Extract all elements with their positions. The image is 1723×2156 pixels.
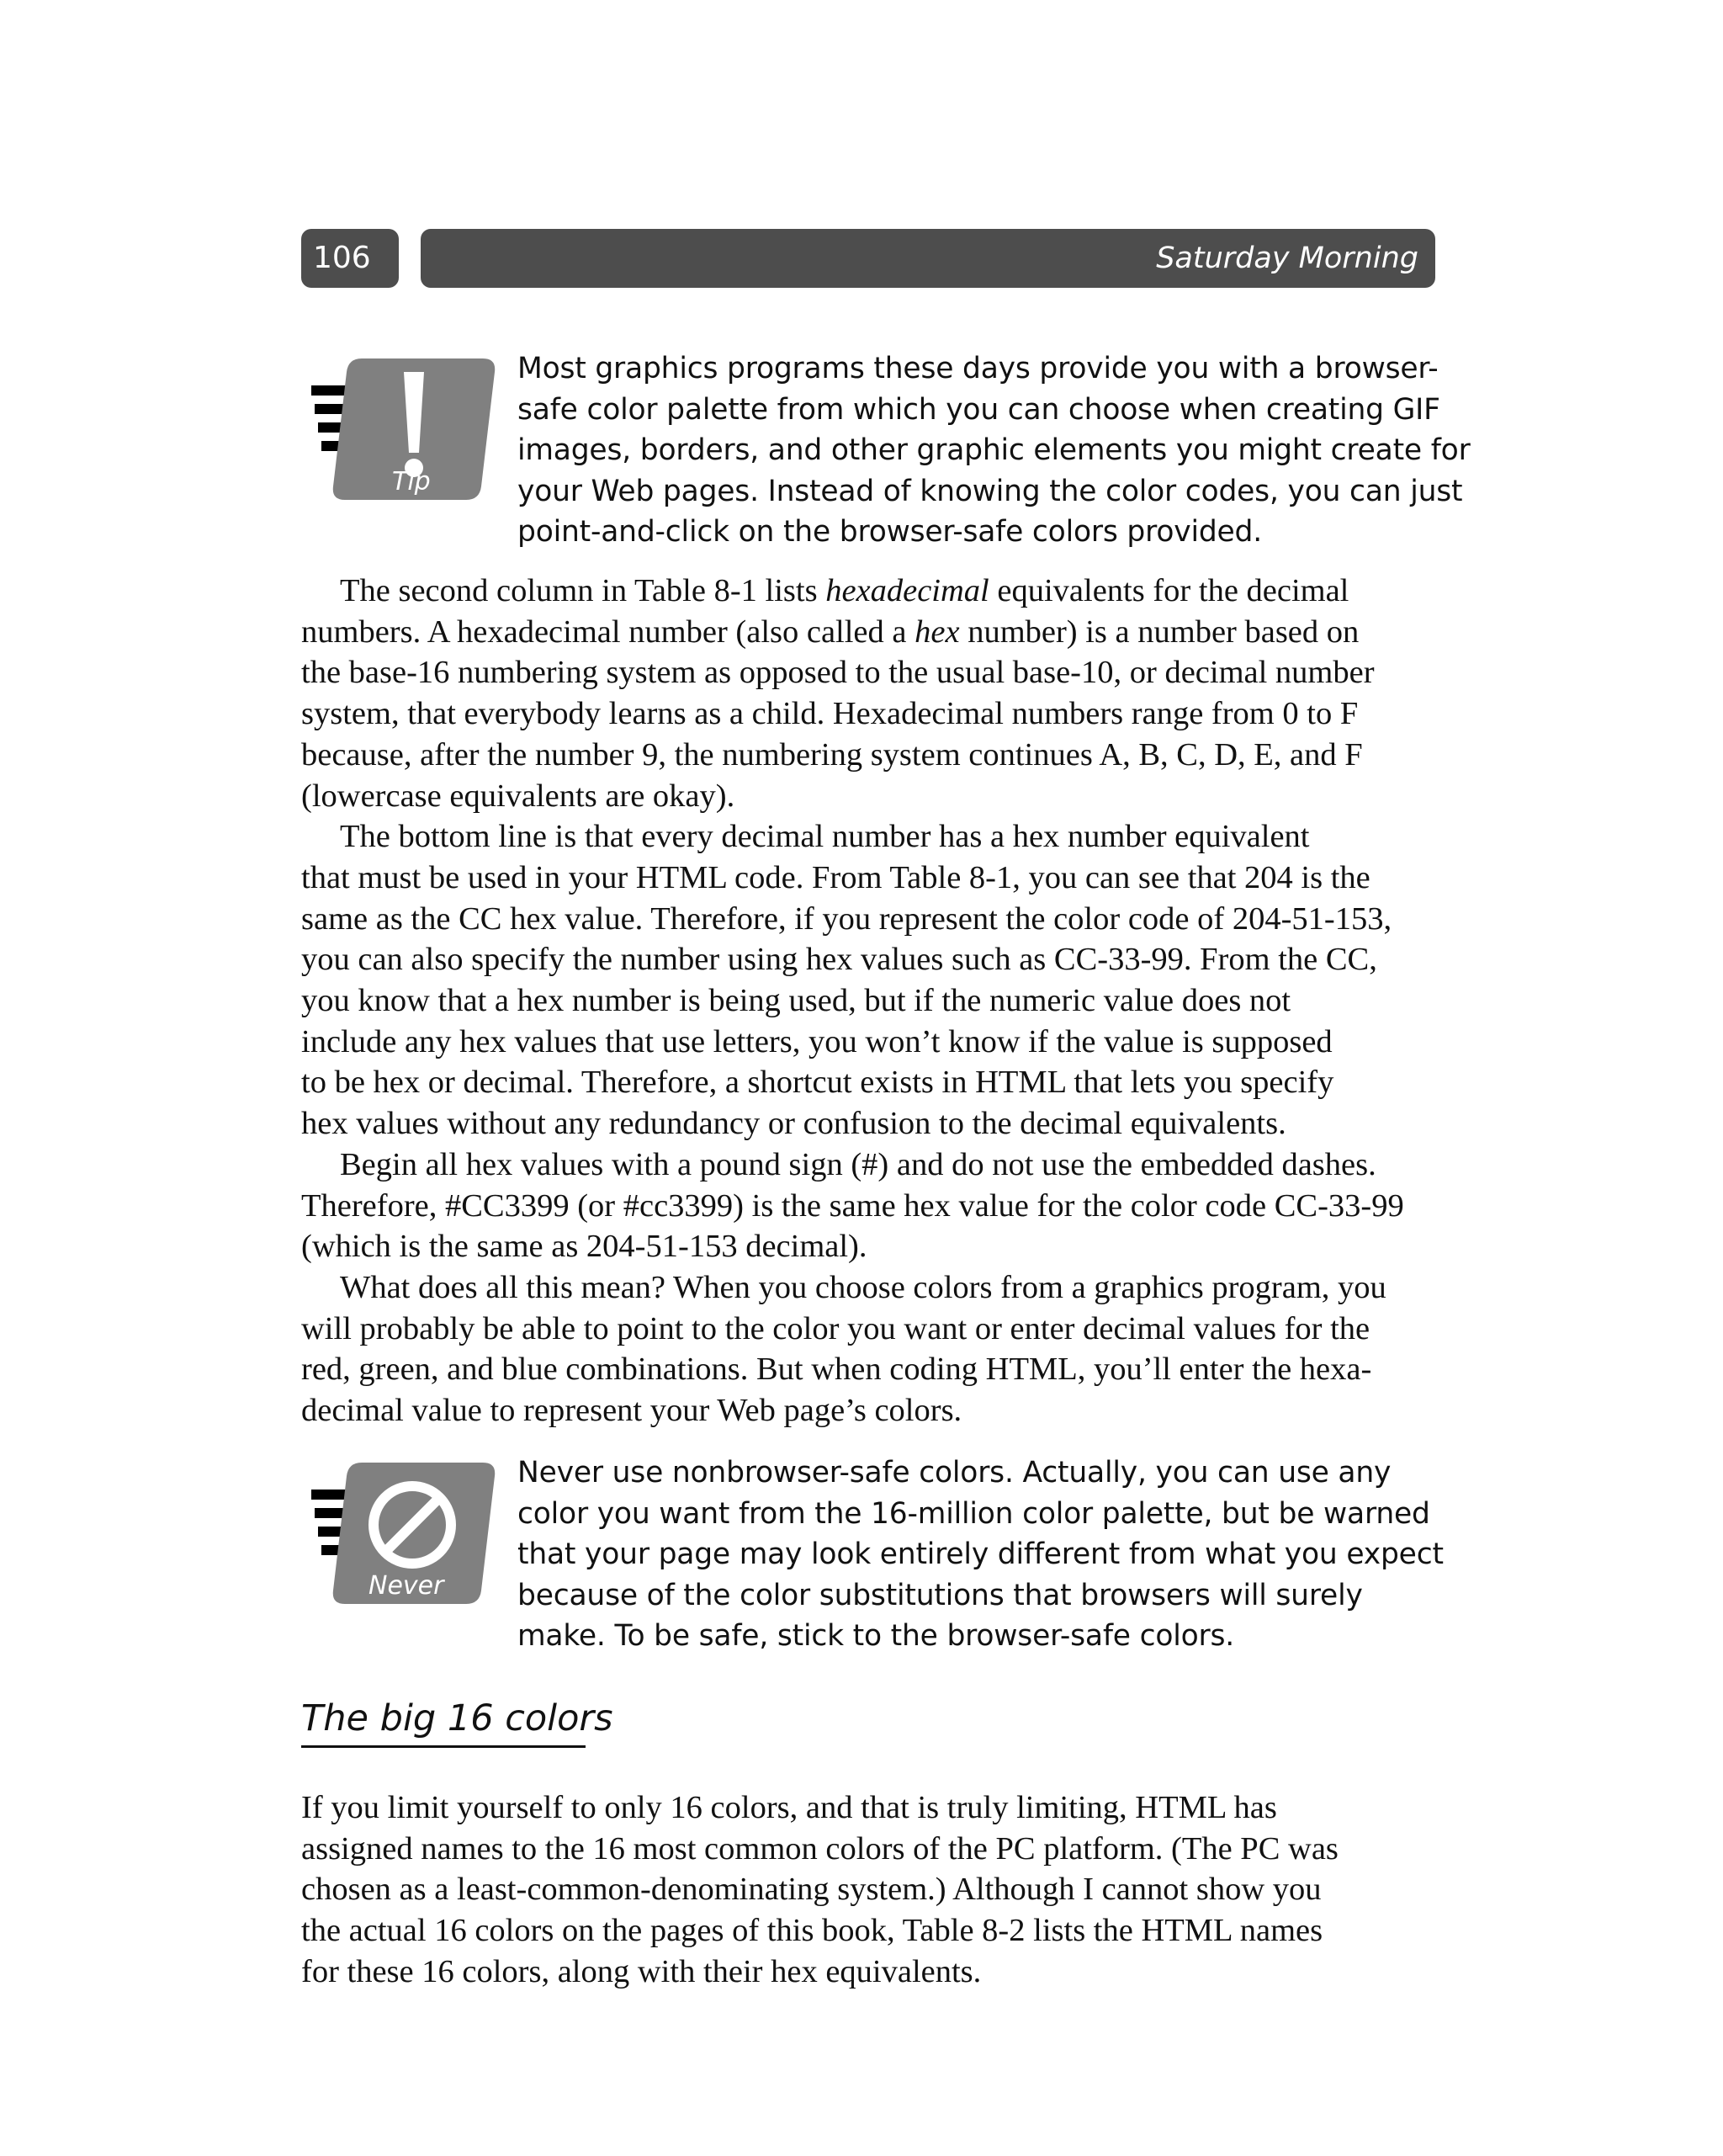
paragraph-line: numbers. A hexadecimal number (also called a hex number) is a number based on: [301, 613, 1360, 650]
never-note: [517, 1452, 1443, 1657]
tip-note: [517, 348, 1471, 553]
paragraph-line: decimal value to represent your Web page’s colors.: [301, 1393, 962, 1429]
paragraph-line: the actual 16 colors on the pages of this book, Table 8-2 lists the HTML names: [301, 1913, 1323, 1949]
paragraph-line: you can also specify the number using hex values such as CC-33-99. From the CC,: [301, 942, 1377, 978]
tip-line: safe color palette from which you can choose when creating GIF: [517, 392, 1440, 427]
paragraph-line: will probably be able to point to the color you want or enter decimal values for the: [301, 1310, 1370, 1346]
paragraph-line: system, that everybody learns as a child. Hexadecimal numbers range from 0 to F: [301, 696, 1359, 732]
emphasis: hexadecimal: [825, 573, 989, 608]
tip-line: images, borders, and other graphic elements you might create for: [517, 433, 1471, 467]
paragraph-line: (which is the same as 204-51-153 decimal).: [301, 1229, 867, 1265]
paragraph-line: Therefore, #CC3399 (or #cc3399) is the same hex value for the color code CC-33-99: [301, 1187, 1404, 1224]
paragraph-line: (lowercase equivalents are okay).: [301, 778, 735, 814]
heading-underline: [301, 1745, 586, 1748]
paragraph-line: that must be used in your HTML code. From Table 8-1, you can see that 204 is the: [301, 859, 1370, 895]
paragraph-line: for these 16 colors, along with their hex equivalents.: [301, 1953, 982, 1989]
never-label: Never: [368, 1571, 444, 1601]
tip-line: point-and-click on the browser-safe colors provided.: [517, 515, 1263, 549]
paragraph-line: include any hex values that use letters, you won’t know if the value is supposed: [301, 1023, 1333, 1059]
paragraph-line: same as the CC hex value. Therefore, if you represent the color code of 204-51-153,: [301, 900, 1392, 937]
tip-line: Most graphics programs these days provide you with a browser-: [517, 352, 1439, 385]
paragraph-line: chosen as a least-common-denominating system.) Although I cannot show you: [301, 1872, 1322, 1908]
paragraph-line: assigned names to the 16 most common colors of the PC platform. (The PC was: [301, 1830, 1339, 1867]
paragraph-line: the base-16 numbering system as opposed to the usual base-10, or decimal number: [301, 655, 1375, 691]
tip-label: Tip: [392, 467, 431, 497]
never-line: because of the color substitutions that browsers will surely: [517, 1578, 1363, 1612]
paragraph-line: hex values without any redundancy or confusion to the decimal equivalents.: [301, 1106, 1286, 1142]
never-line: Never use nonbrowser-safe colors. Actually, you can use any: [517, 1456, 1392, 1490]
section-heading: The big 16 colors: [301, 1697, 613, 1739]
paragraph-line: you know that a hex number is being used, but if the numeric value does not: [301, 983, 1291, 1019]
paragraph-line: Begin all hex values with a pound sign (#) and do not use the embedded dashes.: [340, 1146, 1376, 1182]
never-line: that your page may look entirely different from what you expect: [517, 1537, 1444, 1571]
emphasis: hex: [915, 613, 960, 650]
paragraph-line: What does all this mean? When you choose colors from a graphics program, you: [340, 1269, 1386, 1305]
running-header: Saturday Morning: [421, 229, 1435, 288]
paragraph-line: because, after the number 9, the numbering system continues A, B, C, D, E, and F: [301, 736, 1363, 773]
paragraph-line: to be hex or decimal. Therefore, a shortcut exists in HTML that lets you specify: [301, 1065, 1334, 1101]
paragraph-line: If you limit yourself to only 16 colors, and that is truly limiting, HTML has: [301, 1790, 1277, 1825]
never-line: make. To be safe, stick to the browser-safe colors.: [517, 1619, 1235, 1653]
tip-line: your Web pages. Instead of knowing the color codes, you can just: [517, 474, 1463, 508]
paragraph-line: The bottom line is that every decimal number has a hex number equivalent: [340, 819, 1310, 855]
paragraph-line: The second column in Table 8-1 lists hexadecimal equivalents for the decimal: [340, 573, 1349, 608]
page-number: 106: [301, 229, 399, 288]
never-icon: [305, 1458, 498, 1609]
paragraph-line: red, green, and blue combinations. But when coding HTML, you’ll enter the hexa-: [301, 1351, 1372, 1388]
tip-icon: [305, 353, 498, 505]
body-text: [301, 571, 1445, 1431]
section-body: [301, 1787, 1445, 1993]
never-line: color you want from the 16-million color palette, but be warned: [517, 1496, 1430, 1531]
